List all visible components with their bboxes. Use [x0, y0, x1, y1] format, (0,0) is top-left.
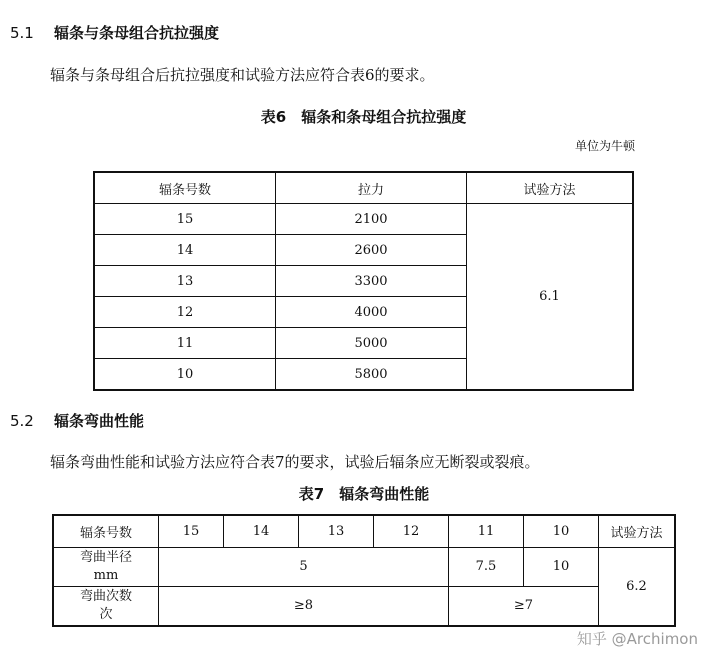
spoke-number: 12	[94, 297, 276, 328]
bend-radius-value: 5	[159, 548, 449, 587]
bend-count-label-text: 弯曲次数	[79, 589, 132, 604]
bend-count-value: ≥8	[159, 587, 449, 627]
test-method: 6.2	[599, 548, 676, 627]
table-row-bend-count	[53, 587, 675, 627]
force-value: 3300	[276, 266, 467, 297]
spoke-number: 10	[94, 359, 276, 391]
header-size-11: 11	[449, 515, 524, 548]
section-number: 5.1	[10, 24, 34, 42]
table-row	[94, 204, 633, 235]
section-5-2-text: 辐条弯曲性能和试验方法应符合表7的要求，试验后辐条应无断裂或裂痕。	[50, 453, 540, 471]
bend-count-label	[53, 587, 159, 627]
force-value: 2100	[276, 204, 467, 235]
header-size-14: 14	[224, 515, 299, 548]
header-spoke-number: 辐条号数	[53, 515, 159, 548]
table6	[93, 171, 634, 391]
table-header-row	[94, 172, 633, 204]
force-value: 5000	[276, 328, 467, 359]
header-spoke-number: 辐条号数	[94, 172, 276, 204]
watermark: 知乎 @Archimon	[576, 630, 698, 648]
force-value: 2600	[276, 235, 467, 266]
spoke-number: 15	[94, 204, 276, 235]
table-row-bend-radius	[53, 548, 675, 587]
bend-radius-value: 10	[524, 548, 599, 587]
force-value: 5800	[276, 359, 467, 391]
table7	[52, 514, 676, 627]
spoke-number: 14	[94, 235, 276, 266]
header-size-12: 12	[374, 515, 449, 548]
table7-caption: 表7 辐条弯曲性能	[298, 485, 430, 503]
force-value: 4000	[276, 297, 467, 328]
section-5-1-heading	[10, 22, 219, 43]
bend-radius-label	[53, 548, 159, 587]
header-size-15: 15	[159, 515, 224, 548]
bend-count-value: ≥7	[449, 587, 599, 627]
spoke-number: 11	[94, 328, 276, 359]
test-method: 6.1	[467, 204, 634, 391]
header-test-method: 试验方法	[467, 172, 634, 204]
section-5-1-text: 辐条与条母组合后抗拉强度和试验方法应符合表6的要求。	[50, 66, 435, 84]
section-title: 辐条与条母组合抗拉强度	[54, 24, 220, 42]
header-size-13: 13	[299, 515, 374, 548]
bend-count-unit: 次	[99, 607, 113, 622]
header-force: 拉力	[276, 172, 467, 204]
header-size-10: 10	[524, 515, 599, 548]
spoke-number: 13	[94, 266, 276, 297]
bend-radius-unit: mm	[93, 568, 119, 583]
section-title: 辐条弯曲性能	[54, 412, 145, 430]
section-5-2-heading	[10, 410, 144, 431]
bend-radius-value: 7.5	[449, 548, 524, 587]
table-header-row	[53, 515, 675, 548]
table6-caption: 表6 辐条和条母组合抗拉强度	[260, 108, 467, 126]
header-test-method: 试验方法	[599, 515, 676, 548]
table6-unit: 单位为牛顿	[574, 139, 635, 153]
bend-radius-label-text: 弯曲半径	[79, 550, 132, 565]
section-number: 5.2	[10, 412, 34, 430]
